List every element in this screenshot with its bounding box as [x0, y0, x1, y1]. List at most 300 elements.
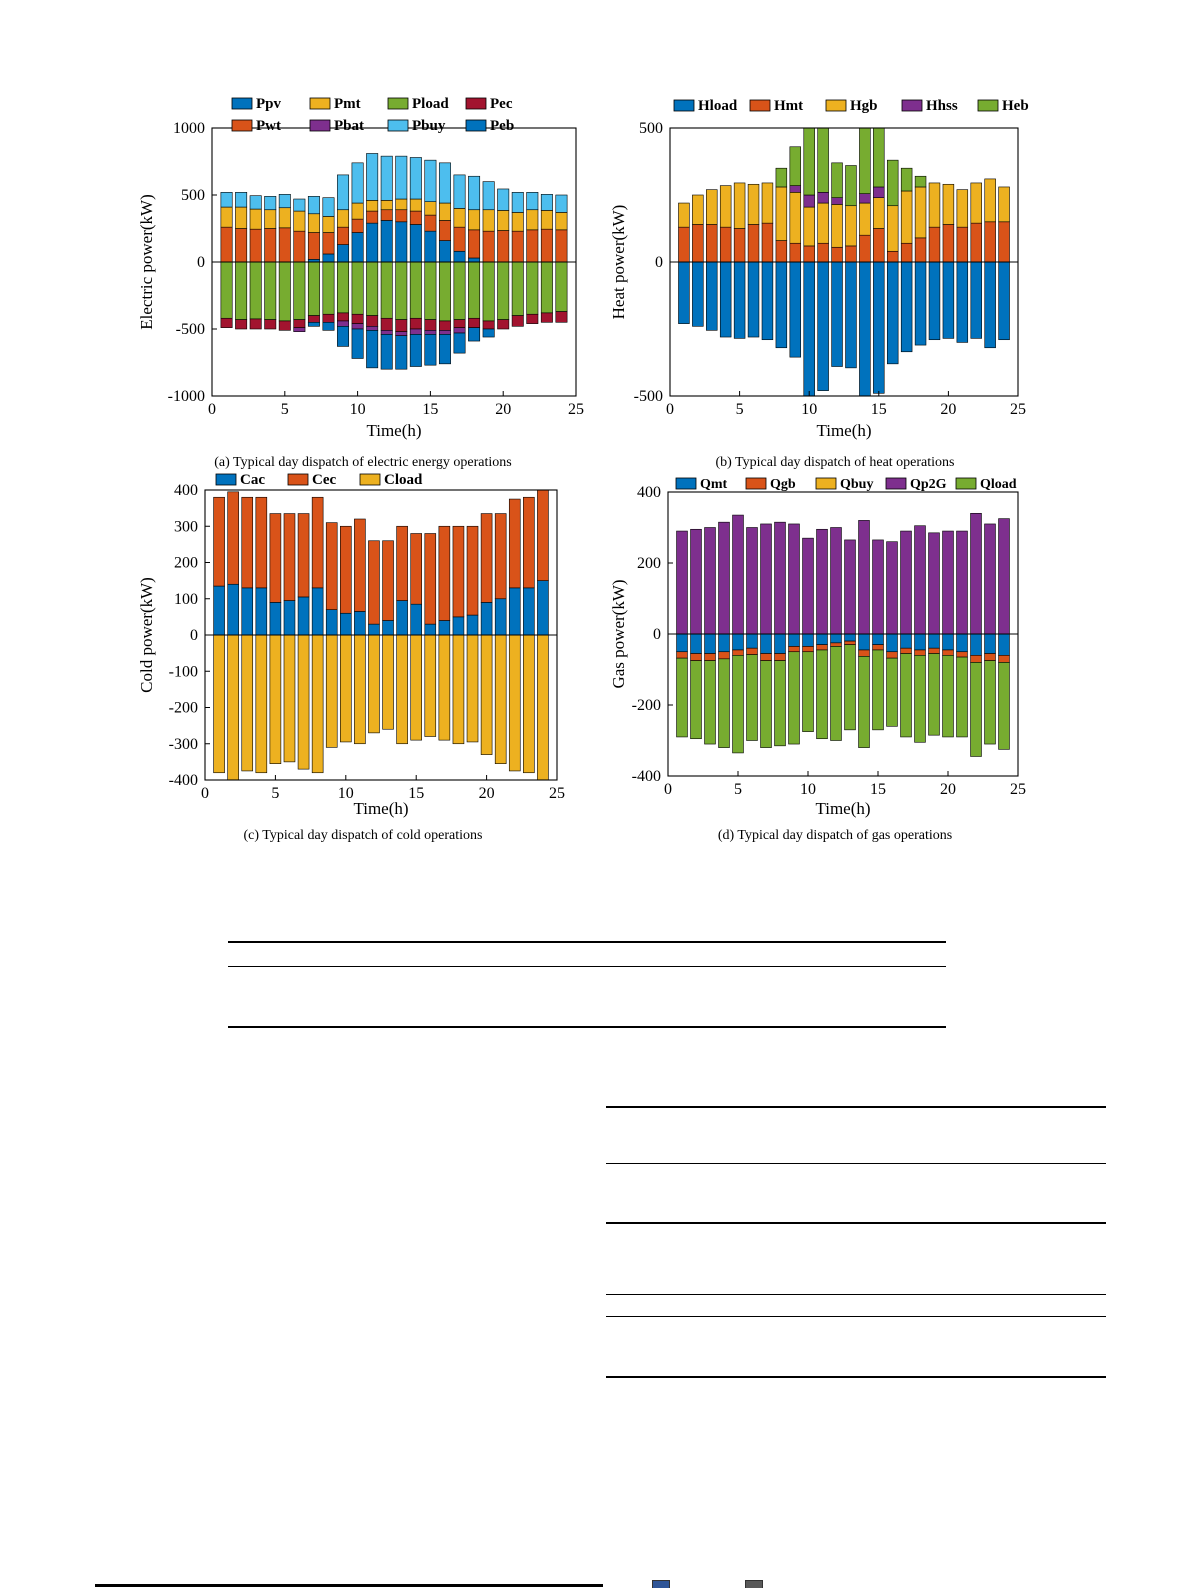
figure-electric-dispatch [128, 92, 598, 471]
bar-segment-Heb [776, 168, 787, 187]
bar-segment-Qload [985, 661, 996, 744]
bar-segment-Cac [354, 611, 365, 635]
bar-segment-Qgb [761, 654, 772, 661]
bar-segment-Pwt [323, 233, 334, 254]
bar-segment-Pbuy [323, 198, 334, 217]
bar-segment-Pbat [294, 328, 305, 332]
bar-segment-Pec [250, 319, 261, 329]
bar-segment-Pload [221, 262, 232, 318]
bar-segment-Hmt [706, 224, 717, 262]
bar-segment-Cload [397, 635, 408, 744]
legend-label-Pload: Pload [412, 96, 449, 112]
bars-group [214, 490, 549, 784]
y-tick-label: 100 [174, 590, 198, 608]
bar-segment-Hload [957, 262, 968, 342]
legend-label-Qbuy: Qbuy [840, 477, 874, 492]
bar-segment-Ppv [366, 223, 377, 262]
bar-segment-Cload [284, 635, 295, 762]
bar-segment-Hmt [929, 227, 940, 262]
bar-segment-Pload [366, 262, 377, 316]
bar-segment-Cec [383, 541, 394, 621]
bar-segment-Qmt [859, 634, 870, 650]
bar-segment-Qgb [831, 643, 842, 647]
bar-segment-Qp2G [747, 528, 758, 635]
bar-segment-Pwt [366, 211, 377, 223]
bar-segment-Cac [453, 617, 464, 635]
bar-segment-Pwt [541, 229, 552, 262]
bar-segment-Hmt [901, 243, 912, 262]
bar-segment-Hload [915, 262, 926, 345]
bar-segment-Heb [859, 128, 870, 194]
bar-segment-Ppv [410, 224, 421, 262]
bar-segment-Pec [498, 320, 509, 329]
bar-segment-Pmt [381, 200, 392, 209]
bar-segment-Pbuy [498, 189, 509, 210]
bar-segment-Pload [454, 262, 465, 320]
y-axis-label: Cold power(kW) [137, 577, 156, 693]
figure-cold-dispatch [128, 468, 598, 844]
legend-label-Hload: Hload [698, 98, 738, 114]
bar-segment-Hload [804, 262, 815, 396]
bar-segment-Cec [214, 497, 225, 586]
bar-segment-Pbuy [265, 196, 276, 209]
legend-label-Cec: Cec [312, 472, 337, 488]
bar-segment-Hmt [971, 223, 982, 262]
bar-segment-Pbuy [483, 182, 494, 210]
bar-segment-Pbuy [381, 156, 392, 200]
bar-segment-Hhss [804, 195, 815, 207]
bar-segment-Pwt [396, 210, 407, 222]
bar-segment-Pwt [512, 231, 523, 262]
bar-segment-Cac [368, 624, 379, 635]
x-axis-label: Time(h) [815, 799, 871, 818]
bar-segment-Hgb [734, 183, 745, 229]
bar-segment-Qmt [719, 634, 730, 652]
bar-segment-Heb [901, 168, 912, 191]
bar-segment-Cload [453, 635, 464, 744]
bar-segment-Cload [298, 635, 309, 769]
table-rule [606, 1376, 1106, 1378]
bar-segment-Cac [340, 613, 351, 635]
bar-segment-Cac [425, 624, 436, 635]
bar-segment-Pbat [454, 328, 465, 333]
bar-segment-Qload [957, 657, 968, 737]
x-tick-label: 5 [734, 781, 742, 798]
legend-label-Cac: Cac [240, 472, 265, 488]
y-tick-label: 400 [174, 482, 198, 499]
table-rule [606, 1163, 1106, 1164]
bar-segment-Hload [971, 262, 982, 338]
x-tick-label: 15 [408, 785, 425, 802]
y-tick-label: -300 [168, 735, 198, 753]
bar-segment-Pload [556, 262, 567, 312]
bar-segment-Cac [298, 597, 309, 635]
bar-segment-Hhss [873, 187, 884, 198]
bar-segment-Pload [250, 262, 261, 319]
bar-segment-Pbuy [337, 175, 348, 210]
bottom-partial-legend-swatch [745, 1580, 763, 1588]
bar-segment-Peb [381, 334, 392, 369]
bar-segment-Pload [396, 262, 407, 320]
bar-segment-Pec [425, 320, 436, 331]
bar-segment-Qload [705, 661, 716, 744]
bar-segment-Qp2G [719, 522, 730, 634]
bar-segment-Cload [214, 635, 225, 773]
bar-segment-Cload [523, 635, 534, 773]
y-tick-label: 500 [639, 120, 663, 137]
bar-segment-Pbuy [308, 196, 319, 213]
legend-swatch-Qbuy [816, 478, 836, 489]
bar-segment-Hmt [804, 246, 815, 262]
bar-segment-Qmt [691, 634, 702, 654]
bar-segment-Pmt [337, 210, 348, 227]
bar-segment-Qload [803, 652, 814, 732]
bar-segment-Pwt [250, 229, 261, 262]
bar-segment-Pmt [512, 212, 523, 231]
caption-c: (c) Typical day dispatch of cold operations [243, 828, 483, 843]
bar-segment-Hload [943, 262, 954, 338]
bar-segment-Pbat [381, 330, 392, 334]
table-rule [228, 966, 946, 967]
bar-segment-Pmt [410, 199, 421, 211]
bar-segment-Qp2G [929, 533, 940, 634]
x-tick-label: 5 [735, 401, 744, 418]
bar-segment-Pmt [265, 210, 276, 229]
bar-segment-Pload [337, 262, 348, 313]
bar-segment-Hmt [734, 229, 745, 263]
legend-swatch-Pbuy [388, 120, 408, 131]
bar-segment-Cload [228, 635, 239, 782]
bar-segment-Pwt [468, 230, 479, 258]
bars-group [677, 513, 1010, 756]
bar-segment-Qmt [845, 634, 856, 641]
legend-swatch-Hhss [902, 100, 922, 111]
bar-segment-Qp2G [901, 531, 912, 634]
legend-label-Hhss: Hhss [926, 98, 958, 114]
y-tick-label: 500 [181, 187, 205, 204]
bar-segment-Cec [509, 499, 520, 588]
bar-segment-Pbat [410, 329, 421, 334]
bar-segment-Cload [467, 635, 478, 742]
legend-label-Pbat: Pbat [334, 118, 364, 134]
bar-segment-Pwt [381, 210, 392, 221]
bar-segment-Hload [692, 262, 703, 326]
bar-segment-Cec [340, 526, 351, 613]
x-tick-label: 25 [568, 401, 584, 418]
bar-segment-Qp2G [831, 528, 842, 635]
bar-segment-Cload [242, 635, 253, 771]
y-tick-label: -500 [175, 321, 205, 338]
bar-segment-Qmt [915, 634, 926, 650]
bar-segment-Pmt [279, 208, 290, 228]
bar-segment-Cload [354, 635, 365, 744]
bar-segment-Pwt [410, 211, 421, 224]
legend-swatch-Pwt [232, 120, 252, 131]
bar-segment-Hmt [720, 227, 731, 262]
bar-segment-Hgb [692, 195, 703, 224]
bar-segment-Hgb [720, 186, 731, 228]
bar-segment-Qgb [887, 652, 898, 658]
bar-segment-Pmt [527, 210, 538, 230]
y-tick-label: -400 [631, 768, 661, 785]
bar-segment-Cac [312, 588, 323, 635]
bar-segment-Qload [929, 654, 940, 736]
bar-segment-Pbuy [235, 192, 246, 207]
bar-segment-Pbuy [294, 199, 305, 211]
bar-segment-Pmt [468, 210, 479, 230]
bar-segment-Cec [425, 534, 436, 625]
bar-segment-Qmt [705, 634, 716, 654]
legend-swatch-Pload [388, 98, 408, 109]
legend-swatch-Cload [360, 474, 380, 485]
bar-segment-Hload [859, 262, 870, 396]
bar-segment-Pmt [221, 207, 232, 227]
bar-segment-Hgb [706, 190, 717, 225]
bar-segment-Cec [270, 514, 281, 603]
bar-segment-Ppv [425, 231, 436, 262]
table-rule [606, 1222, 1106, 1224]
bar-segment-Pwt [454, 227, 465, 251]
y-tick-label: 300 [174, 518, 198, 536]
bar-segment-Hgb [790, 192, 801, 243]
bar-segment-Qmt [789, 634, 800, 646]
bar-segment-Hgb [999, 187, 1010, 222]
y-tick-label: -100 [168, 663, 198, 681]
y-tick-label: 200 [174, 554, 198, 572]
bar-segment-Qload [677, 658, 688, 737]
y-tick-label: 200 [637, 555, 661, 572]
bar-segment-Heb [804, 128, 815, 195]
bar-segment-Pec [366, 316, 377, 327]
bar-segment-Pec [235, 320, 246, 329]
bar-segment-Pmt [323, 216, 334, 232]
bar-segment-Pload [512, 262, 523, 316]
legend-swatch-Cec [288, 474, 308, 485]
bar-segment-Hgb [678, 203, 689, 227]
bar-segment-Pbuy [221, 192, 232, 207]
bar-segment-Cec [312, 497, 323, 588]
bar-segment-Pec [294, 320, 305, 328]
bar-segment-Cec [242, 497, 253, 588]
x-tick-label: 0 [664, 781, 672, 798]
y-tick-label: -1000 [167, 388, 205, 405]
bar-segment-Pmt [352, 203, 363, 219]
x-tick-label: 5 [271, 785, 280, 802]
bar-segment-Pec [337, 313, 348, 321]
y-tick-label: 0 [655, 254, 663, 271]
bar-segment-Ppv [381, 220, 392, 262]
bar-segment-Hload [929, 262, 940, 340]
bar-segment-Qmt [747, 634, 758, 648]
bar-segment-Pec [527, 314, 538, 323]
bar-segment-Pbuy [366, 153, 377, 200]
bar-segment-Pbuy [541, 194, 552, 210]
y-tick-label: -400 [168, 772, 198, 789]
bar-segment-Hgb [929, 183, 940, 227]
bar-segment-Ppv [439, 241, 450, 262]
bar-segment-Hload [748, 262, 759, 337]
x-tick-label: 20 [478, 785, 495, 802]
bar-segment-Pmt [308, 214, 319, 233]
bar-segment-Hhss [832, 198, 843, 205]
legend-swatch-Pmt [310, 98, 330, 109]
table-rule [606, 1294, 1106, 1295]
bar-segment-Pbuy [556, 195, 567, 212]
bar-segment-Hload [776, 262, 787, 348]
bar-segment-Cload [509, 635, 520, 771]
bar-segment-Qmt [873, 634, 884, 645]
bar-segment-Hmt [887, 251, 898, 262]
bar-segment-Hgb [748, 184, 759, 224]
bar-segment-Qgb [943, 650, 954, 655]
table-rule [228, 941, 946, 943]
bar-segment-Pmt [294, 211, 305, 231]
bar-segment-Cac [439, 621, 450, 636]
bar-segment-Peb [323, 322, 334, 330]
bar-segment-Pbuy [410, 157, 421, 199]
x-tick-label: 20 [940, 401, 957, 418]
x-tick-label: 5 [280, 401, 289, 418]
bar-segment-Pbuy [396, 156, 407, 199]
bar-segment-Qgb [747, 648, 758, 654]
bar-segment-Pload [541, 262, 552, 313]
bar-segment-Hgb [846, 206, 857, 246]
bar-segment-Hload [734, 262, 745, 338]
bar-segment-Cac [397, 601, 408, 635]
bar-segment-Pec [483, 321, 494, 329]
legend-swatch-Hload [674, 100, 694, 111]
bottom-partial-legend-swatch [652, 1580, 670, 1588]
bar-segment-Qgb [915, 650, 926, 655]
bar-segment-Pec [323, 314, 334, 322]
legend-swatch-Heb [978, 100, 998, 111]
bar-segment-Hload [901, 262, 912, 352]
bar-segment-Pwt [483, 231, 494, 262]
bar-segment-Peb [366, 330, 377, 368]
bar-segment-Hload [832, 262, 843, 367]
bar-segment-Qload [831, 646, 842, 740]
caption-a: (a) Typical day dispatch of electric energy operations [214, 455, 512, 470]
bar-segment-Peb [454, 333, 465, 353]
bar-segment-Pbuy [352, 163, 363, 203]
bar-segment-Qgb [705, 654, 716, 661]
bar-segment-Qmt [775, 634, 786, 654]
bar-segment-Cac [411, 604, 422, 635]
legend-label-Hmt: Hmt [774, 98, 804, 114]
bar-segment-Pec [468, 318, 479, 327]
bar-segment-Heb [832, 163, 843, 198]
bar-segment-Qp2G [691, 529, 702, 634]
bar-segment-Qload [733, 655, 744, 753]
bar-segment-Cload [312, 635, 323, 773]
legend-swatch-Qload [956, 478, 976, 489]
bar-segment-Qload [999, 662, 1010, 749]
bar-segment-Hload [706, 262, 717, 330]
x-tick-label: 10 [337, 785, 354, 802]
bar-segment-Qload [943, 655, 954, 737]
x-axis-label: Time(h) [353, 799, 409, 818]
bar-segment-Hgb [985, 179, 996, 222]
bar-segment-Cec [495, 514, 506, 599]
x-tick-label: 20 [495, 401, 512, 418]
bar-segment-Cac [481, 602, 492, 635]
bar-segment-Hmt [943, 224, 954, 262]
bar-segment-Hload [818, 262, 829, 391]
bar-segment-Cec [537, 490, 548, 581]
bar-segment-Qgb [929, 648, 940, 653]
bar-segment-Qmt [733, 634, 744, 650]
bar-segment-Qgb [677, 652, 688, 658]
bar-segment-Cac [284, 601, 295, 635]
bar-segment-Hgb [901, 191, 912, 243]
bar-segment-Qgb [999, 655, 1010, 662]
bar-segment-Cac [523, 588, 534, 635]
bar-segment-Cec [397, 526, 408, 600]
bar-segment-Hhss [859, 194, 870, 203]
y-axis-label: Gas power(kW) [609, 579, 628, 689]
bar-segment-Qload [719, 659, 730, 748]
bar-segment-Pmt [498, 210, 509, 230]
chart-c-mount [128, 468, 598, 825]
x-tick-label: 15 [870, 401, 887, 418]
bar-segment-Hload [873, 262, 884, 393]
bar-segment-Hload [762, 262, 773, 340]
bar-segment-Pmt [556, 212, 567, 229]
bar-segment-Hgb [832, 204, 843, 247]
y-tick-label: 0 [197, 254, 205, 271]
x-tick-label: 0 [208, 401, 216, 418]
bar-segment-Cload [340, 635, 351, 742]
legend-label-Qp2G: Qp2G [910, 477, 947, 492]
bar-segment-Pec [396, 320, 407, 332]
bar-segment-Cec [411, 534, 422, 605]
bar-segment-Hmt [776, 241, 787, 262]
bar-segment-Pbuy [425, 160, 436, 202]
bar-segment-Cload [481, 635, 492, 755]
bar-segment-Cec [298, 514, 309, 597]
bar-segment-Pload [381, 262, 392, 318]
x-tick-label: 15 [870, 781, 886, 798]
bar-segment-Pec [308, 316, 319, 323]
table-rule [606, 1106, 1106, 1108]
y-tick-label: 0 [653, 626, 661, 643]
bar-segment-Hmt [762, 223, 773, 262]
bar-segment-Hload [678, 262, 689, 324]
x-tick-label: 25 [1010, 401, 1026, 418]
bar-segment-Qgb [957, 652, 968, 657]
bar-segment-Qload [901, 654, 912, 737]
bar-segment-Pbat [337, 321, 348, 326]
bar-segment-Hgb [971, 183, 982, 223]
bar-segment-Qmt [803, 634, 814, 646]
bar-segment-Pec [381, 318, 392, 330]
bar-segment-Pload [468, 262, 479, 318]
bar-segment-Hmt [832, 247, 843, 262]
bar-segment-Qgb [873, 645, 884, 650]
bar-segment-Cac [228, 584, 239, 635]
chart-d-canvas [600, 468, 1070, 820]
bar-segment-Cac [537, 581, 548, 635]
bar-segment-Pwt [352, 219, 363, 232]
bar-segment-Qp2G [761, 524, 772, 634]
bar-segment-Pwt [425, 215, 436, 231]
x-tick-label: 15 [422, 401, 439, 418]
bar-segment-Hgb [804, 207, 815, 246]
bar-segment-Pec [439, 321, 450, 330]
bar-segment-Pload [323, 262, 334, 314]
bar-segment-Qp2G [985, 524, 996, 634]
bar-segment-Peb [352, 329, 363, 358]
